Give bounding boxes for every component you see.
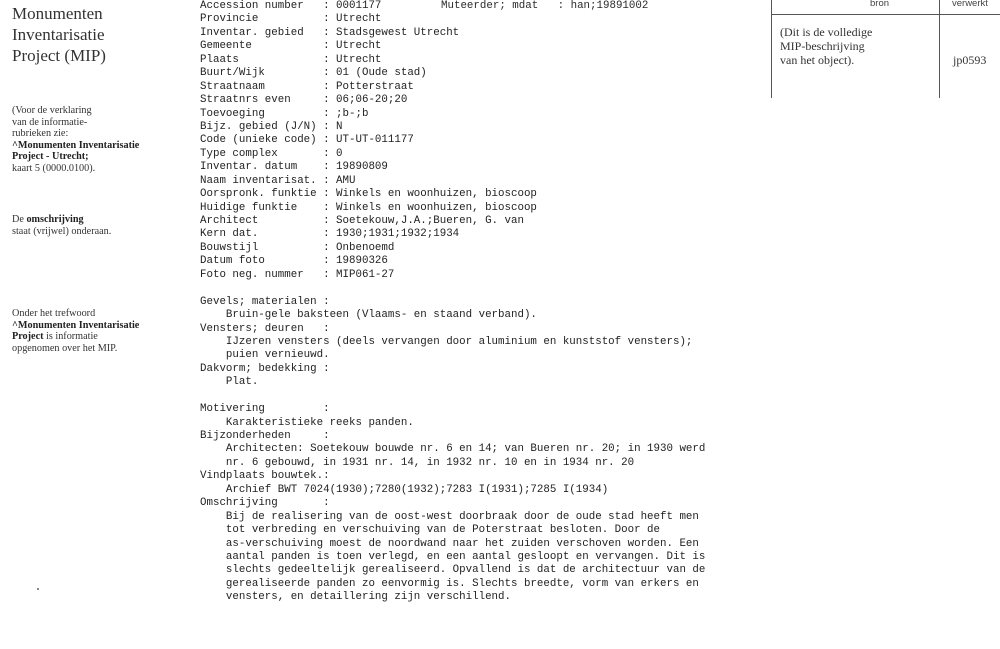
section-heading: Dakvorm; bedekking : [200, 362, 330, 375]
field-colon: : [323, 228, 337, 241]
field-row [200, 188, 705, 201]
bron-line: MIP-beschrijving [780, 39, 865, 53]
title-line: Monumenten [12, 4, 103, 23]
field-colon: : [323, 255, 337, 268]
section-text: tot verbreding en verschuiving van de Poterstraat besloten. Door de [225, 524, 661, 537]
note-line: staat (vrijwel) onderaan. [12, 225, 112, 237]
field-colon: : [323, 201, 337, 214]
document-title [12, 3, 106, 66]
field-colon: : [323, 67, 337, 80]
bron-line: van het object). [780, 53, 855, 67]
field-row [200, 242, 705, 255]
field-row [200, 94, 705, 107]
field-row [200, 202, 705, 215]
note-line: van de informatie- [12, 116, 88, 128]
field-label: Type complex [200, 147, 278, 160]
field-label: Huidige funktie [200, 201, 298, 214]
table-header-divider [772, 14, 1000, 15]
field-colon: : [323, 188, 337, 201]
field-colon: : [323, 80, 337, 93]
note-line: Onder het trefwoord [12, 308, 96, 319]
section-text: Plat. [225, 376, 259, 389]
field-value: 0 [336, 147, 343, 160]
title-line: Inventarisatie [12, 25, 105, 44]
note-line: opgenomen over het MIP. [12, 342, 118, 354]
note-keyword: Project [12, 331, 44, 342]
field-value: Utrecht [336, 13, 382, 26]
section-text: slechts gedeeltelijk gerealiseerd. Opvallend is dat de architectuur van de [225, 564, 706, 577]
blank-line [200, 282, 705, 295]
field-value: 19890326 [336, 255, 388, 268]
field-colon: : [323, 94, 337, 107]
field-label: Accession number [200, 0, 304, 12]
field-value: Soetekouw,J.A.;Bueren, G. van [336, 215, 524, 227]
field-row [200, 148, 705, 161]
section-heading: Bijzonderheden : [200, 430, 330, 442]
note-text: De [12, 214, 27, 225]
field-row [200, 215, 705, 228]
mutator-label: Muteerder; mdat [441, 0, 539, 12]
field-row [200, 0, 705, 13]
field-row [200, 67, 705, 80]
field-value: Utrecht [336, 40, 382, 53]
field-colon: : [323, 26, 337, 39]
field-value: 06;06-20;20 [336, 94, 408, 107]
verwerkt-cell: jp0593 [953, 53, 987, 67]
field-value: Onbenoemd [336, 241, 395, 254]
note-line: kaart 5 (0000.0100). [12, 162, 96, 174]
field-colon: : [323, 215, 337, 227]
field-value: 01 (Oude stad) [336, 67, 427, 80]
note-line: rubrieken zie: [12, 128, 69, 139]
note-reference: Project - Utrecht; [12, 151, 89, 162]
section-heading: Motivering : [200, 403, 330, 416]
note-line: (Voor de verklaring [12, 105, 92, 116]
field-label: Architect [200, 215, 259, 227]
field-value: N [336, 120, 343, 133]
field-value: Winkels en woonhuizen, bioscoop [336, 188, 537, 201]
section-text: nr. 6 gebouwd, in 1931 nr. 14, in 1932 nr. 10 en in 1934 nr. 20 [225, 456, 635, 469]
section-text: Archief BWT 7024(1930);7280(1932);7283 I(1931);7285 I(1934) [225, 483, 609, 496]
field-value: AMU [336, 174, 356, 187]
field-row [200, 108, 705, 121]
field-label: Code (unieke code) [200, 134, 317, 147]
note-text: is informatie [43, 331, 98, 342]
bron-cell [780, 25, 872, 67]
field-colon: : [323, 0, 337, 12]
field-row [200, 54, 705, 67]
field-value: ;b-;b [336, 107, 369, 120]
section-text: vensters, en detaillering zijn verschillend. [225, 591, 511, 604]
note-keyword: ^Monumenten Inventarisatie [12, 319, 140, 331]
note-description [12, 214, 111, 237]
note-keyword-info [12, 308, 139, 354]
field-label: Foto neg. nummer [200, 268, 304, 281]
section-text: as-verschuiving moest de noordwand naar het zuiden verschoven worden. Een [225, 537, 699, 550]
field-value: MIP061-27 [336, 268, 395, 281]
field-label: Toevoeging [200, 107, 265, 120]
field-value: Winkels en woonhuizen, bioscoop [336, 201, 537, 214]
bron-line: (Dit is de volledige [780, 25, 873, 39]
header-bron: bron [870, 0, 890, 9]
section-text: Karakteristieke reeks panden. [225, 416, 414, 429]
note-reference: ^Monumenten Inventarisatie [12, 139, 140, 151]
field-colon: : [323, 107, 337, 120]
field-row [200, 175, 705, 188]
field-value: 19890809 [336, 161, 388, 174]
note-explanation [12, 105, 139, 174]
title-line: Project (MIP) [12, 46, 106, 65]
section-text: puien vernieuwd. [225, 349, 330, 362]
field-label: Plaats [200, 53, 239, 66]
section-text: Bij de realisering van de oost-west doorbraak door de oude stad heeft men [225, 510, 699, 523]
section-text: gerealiseerde panden zo eenvormig is. Slechts breedte, vorm van erkers en [225, 577, 699, 590]
field-value: 0001177 [336, 0, 382, 12]
field-colon: : [323, 147, 337, 160]
field-value: 1930;1931;1932;1934 [336, 228, 460, 241]
field-row [200, 228, 705, 241]
field-row [200, 121, 705, 134]
header-verwerkt: verwerkt [952, 0, 988, 9]
field-row [200, 134, 705, 147]
field-value: Stadsgewest Utrecht [336, 26, 460, 39]
field-label: Datum foto [200, 255, 265, 268]
section-heading: Omschrijving : [200, 497, 330, 510]
field-label: Kern dat. [200, 228, 259, 241]
field-label: Oorspronk. funktie [200, 188, 317, 201]
field-value: Potterstraat [336, 80, 414, 93]
section-text: aantal panden is toen verlegd, en een aantal gesloopt en vervangen. Dit is [225, 550, 706, 563]
field-label: Provincie [200, 13, 259, 26]
field-label: Gemeente [200, 40, 252, 53]
section-heading: Gevels; materialen : [200, 295, 330, 308]
scan-speck [37, 588, 39, 590]
section-text: Bruin-gele baksteen (Vlaams- en staand verband). [225, 309, 537, 322]
blank-line [200, 390, 705, 403]
field-colon: : [323, 13, 337, 26]
table-column-divider [939, 0, 940, 98]
section-heading: Vensters; deuren : [200, 322, 330, 335]
section-text: Architecten: Soetekouw bouwde nr. 6 en 14; van Bueren nr. 20; in 1930 werd [225, 443, 706, 456]
field-label: Naam inventarisat. [200, 174, 317, 187]
field-label: Bouwstijl [200, 241, 259, 254]
field-colon: : [323, 241, 337, 254]
field-colon: : [323, 40, 337, 53]
field-colon: : [323, 174, 337, 187]
note-keyword: omschrijving [26, 214, 84, 225]
field-label: Inventar. datum [200, 161, 298, 174]
field-row [200, 13, 705, 26]
field-colon: : [323, 120, 337, 133]
field-value: UT-UT-011177 [336, 134, 414, 147]
field-row [200, 27, 705, 40]
field-label: Straatnrs even [200, 94, 291, 107]
section-text: IJzeren vensters (deels vervangen door aluminium en kunststof vensters); [225, 335, 693, 348]
field-label: Buurt/Wijk [200, 67, 265, 80]
field-label: Straatnaam [200, 80, 265, 93]
field-value: Utrecht [336, 53, 382, 66]
section-heading: Vindplaats bouwtek.: [200, 470, 330, 483]
record-body [200, 0, 705, 605]
field-row [200, 81, 705, 94]
field-row [200, 161, 705, 174]
field-row [200, 255, 705, 268]
source-table [771, 0, 1000, 98]
field-colon: : [323, 134, 337, 147]
mutator-value: han;19891002 [570, 0, 649, 12]
field-row [200, 269, 705, 282]
field-label: Inventar. gebied [200, 26, 304, 39]
field-colon: : [323, 53, 337, 66]
field-colon: : [323, 161, 337, 174]
field-row [200, 40, 705, 53]
field-label: Bijz. gebied (J/N) [200, 120, 317, 133]
mutator-field: Muteerder; mdat : han;19891002 [441, 0, 649, 12]
field-colon: : [323, 268, 337, 281]
